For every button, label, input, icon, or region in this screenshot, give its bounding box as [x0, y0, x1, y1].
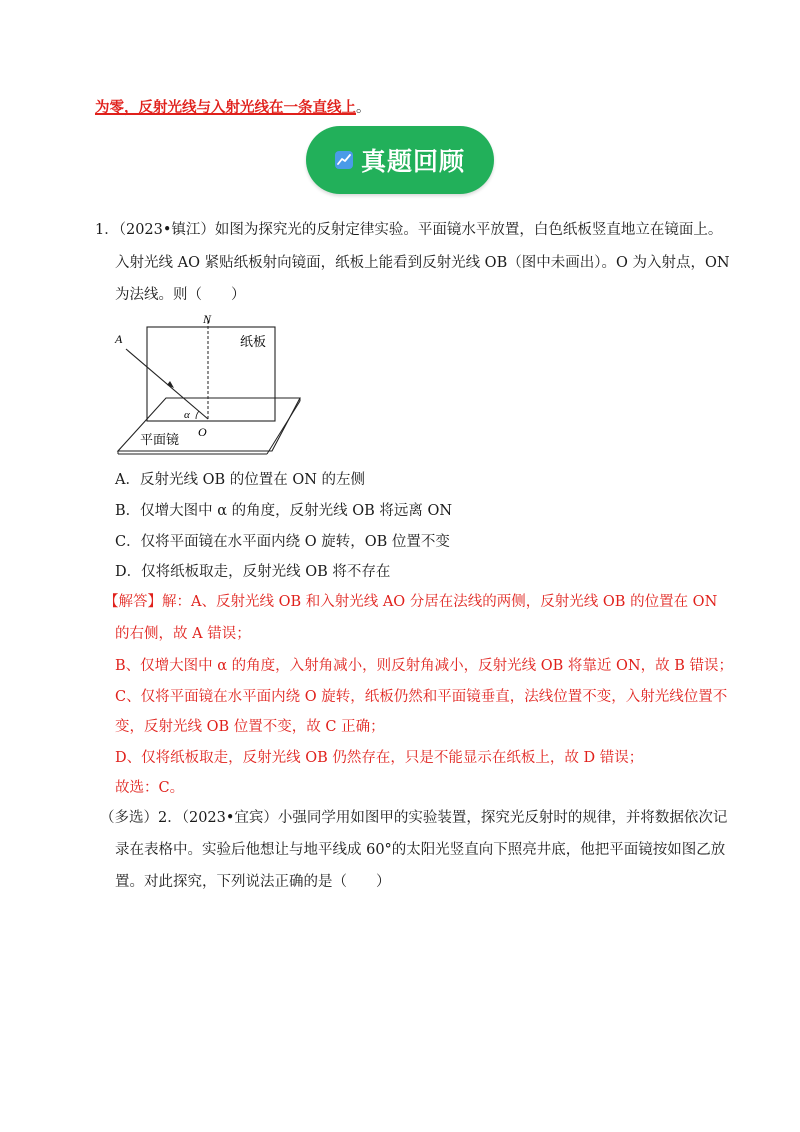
label-o: O	[198, 425, 207, 439]
answer-tag: 【解答】	[104, 594, 162, 610]
q1-option-d: D．仅将纸板取走，反射光线 OB 将不存在	[115, 564, 391, 580]
label-alpha: α	[184, 409, 190, 421]
q2-stem-line-2: 录在表格中。实验后他想让与地平线成 60°的太阳光竖直向下照亮井底，他把平面镜按如图乙放	[115, 842, 726, 858]
q2-stem-line-3: 置。对此探究，下列说法正确的是（ ）	[115, 874, 391, 890]
reflection-experiment-figure	[112, 305, 312, 455]
answer-line-5: 变，反射光线 OB 位置不变，故 C 正确；	[115, 719, 385, 735]
incident-ray	[126, 349, 208, 419]
header-note	[95, 98, 371, 118]
q1-option-b: B．仅增大图中 α 的角度，反射光线 OB 将远离 ON	[115, 503, 453, 519]
badge-label: 真题回顾	[360, 147, 465, 176]
q2-stem-line-1: （多选）2．（2023•宜宾）小强同学用如图甲的实验装置，探究光反射时的规律，并将数据依次记	[100, 810, 728, 826]
label-n: N	[203, 312, 212, 326]
answer-line-1	[104, 592, 717, 612]
alpha-arc	[196, 411, 199, 419]
answer-line-7: 故选：C。	[115, 780, 185, 796]
q1-stem-line-2: 入射光线 AO 紧贴纸板射向镜面，纸板上能看到反射光线 OB（图中未画出）。O 为入射点，ON	[115, 255, 730, 271]
q1-option-a: A．反射光线 OB 的位置在 ON 的左侧	[115, 472, 366, 488]
q1-stem-line-1: 1．（2023•镇江）如图为探究光的反射定律实验。平面镜水平放置，白色纸板竖直地立在镜面上。	[95, 222, 723, 238]
label-paper: 纸板	[240, 335, 267, 350]
label-a: A	[115, 332, 123, 346]
answer-line-4: C、仅将平面镜在水平面内绕 O 旋转，纸板仍然和平面镜垂直，法线位置不变，入射光线位置不	[115, 689, 728, 705]
answer-line-3: B、仅增大图中 α 的角度，入射角减小，则反射角减小，反射光线 OB 将靠近 ON，故 B 错误；	[115, 658, 733, 674]
answer-line-6: D、仅将纸板取走，反射光线 OB 仍然存在，只是不能显示在纸板上，故 D 错误；	[115, 750, 644, 766]
label-mirror: 平面镜	[140, 433, 180, 448]
header-note-underlined: 为零，反射光线与入射光线在一条直线上	[95, 99, 356, 116]
answer-text-1: 解：A、反射光线 OB 和入射光线 AO 分居在法线的两侧，反射光线 OB 的位置在 ON	[162, 594, 718, 610]
q1-option-c: C．仅将平面镜在水平面内绕 O 旋转，OB 位置不变	[115, 534, 450, 550]
header-note-tail: 。	[356, 100, 371, 116]
q1-stem-line-3: 为法线。则（ ）	[115, 287, 246, 303]
answer-line-2: 的右侧，故 A 错误；	[115, 626, 251, 642]
chart-icon	[335, 151, 353, 169]
section-badge	[306, 126, 494, 194]
